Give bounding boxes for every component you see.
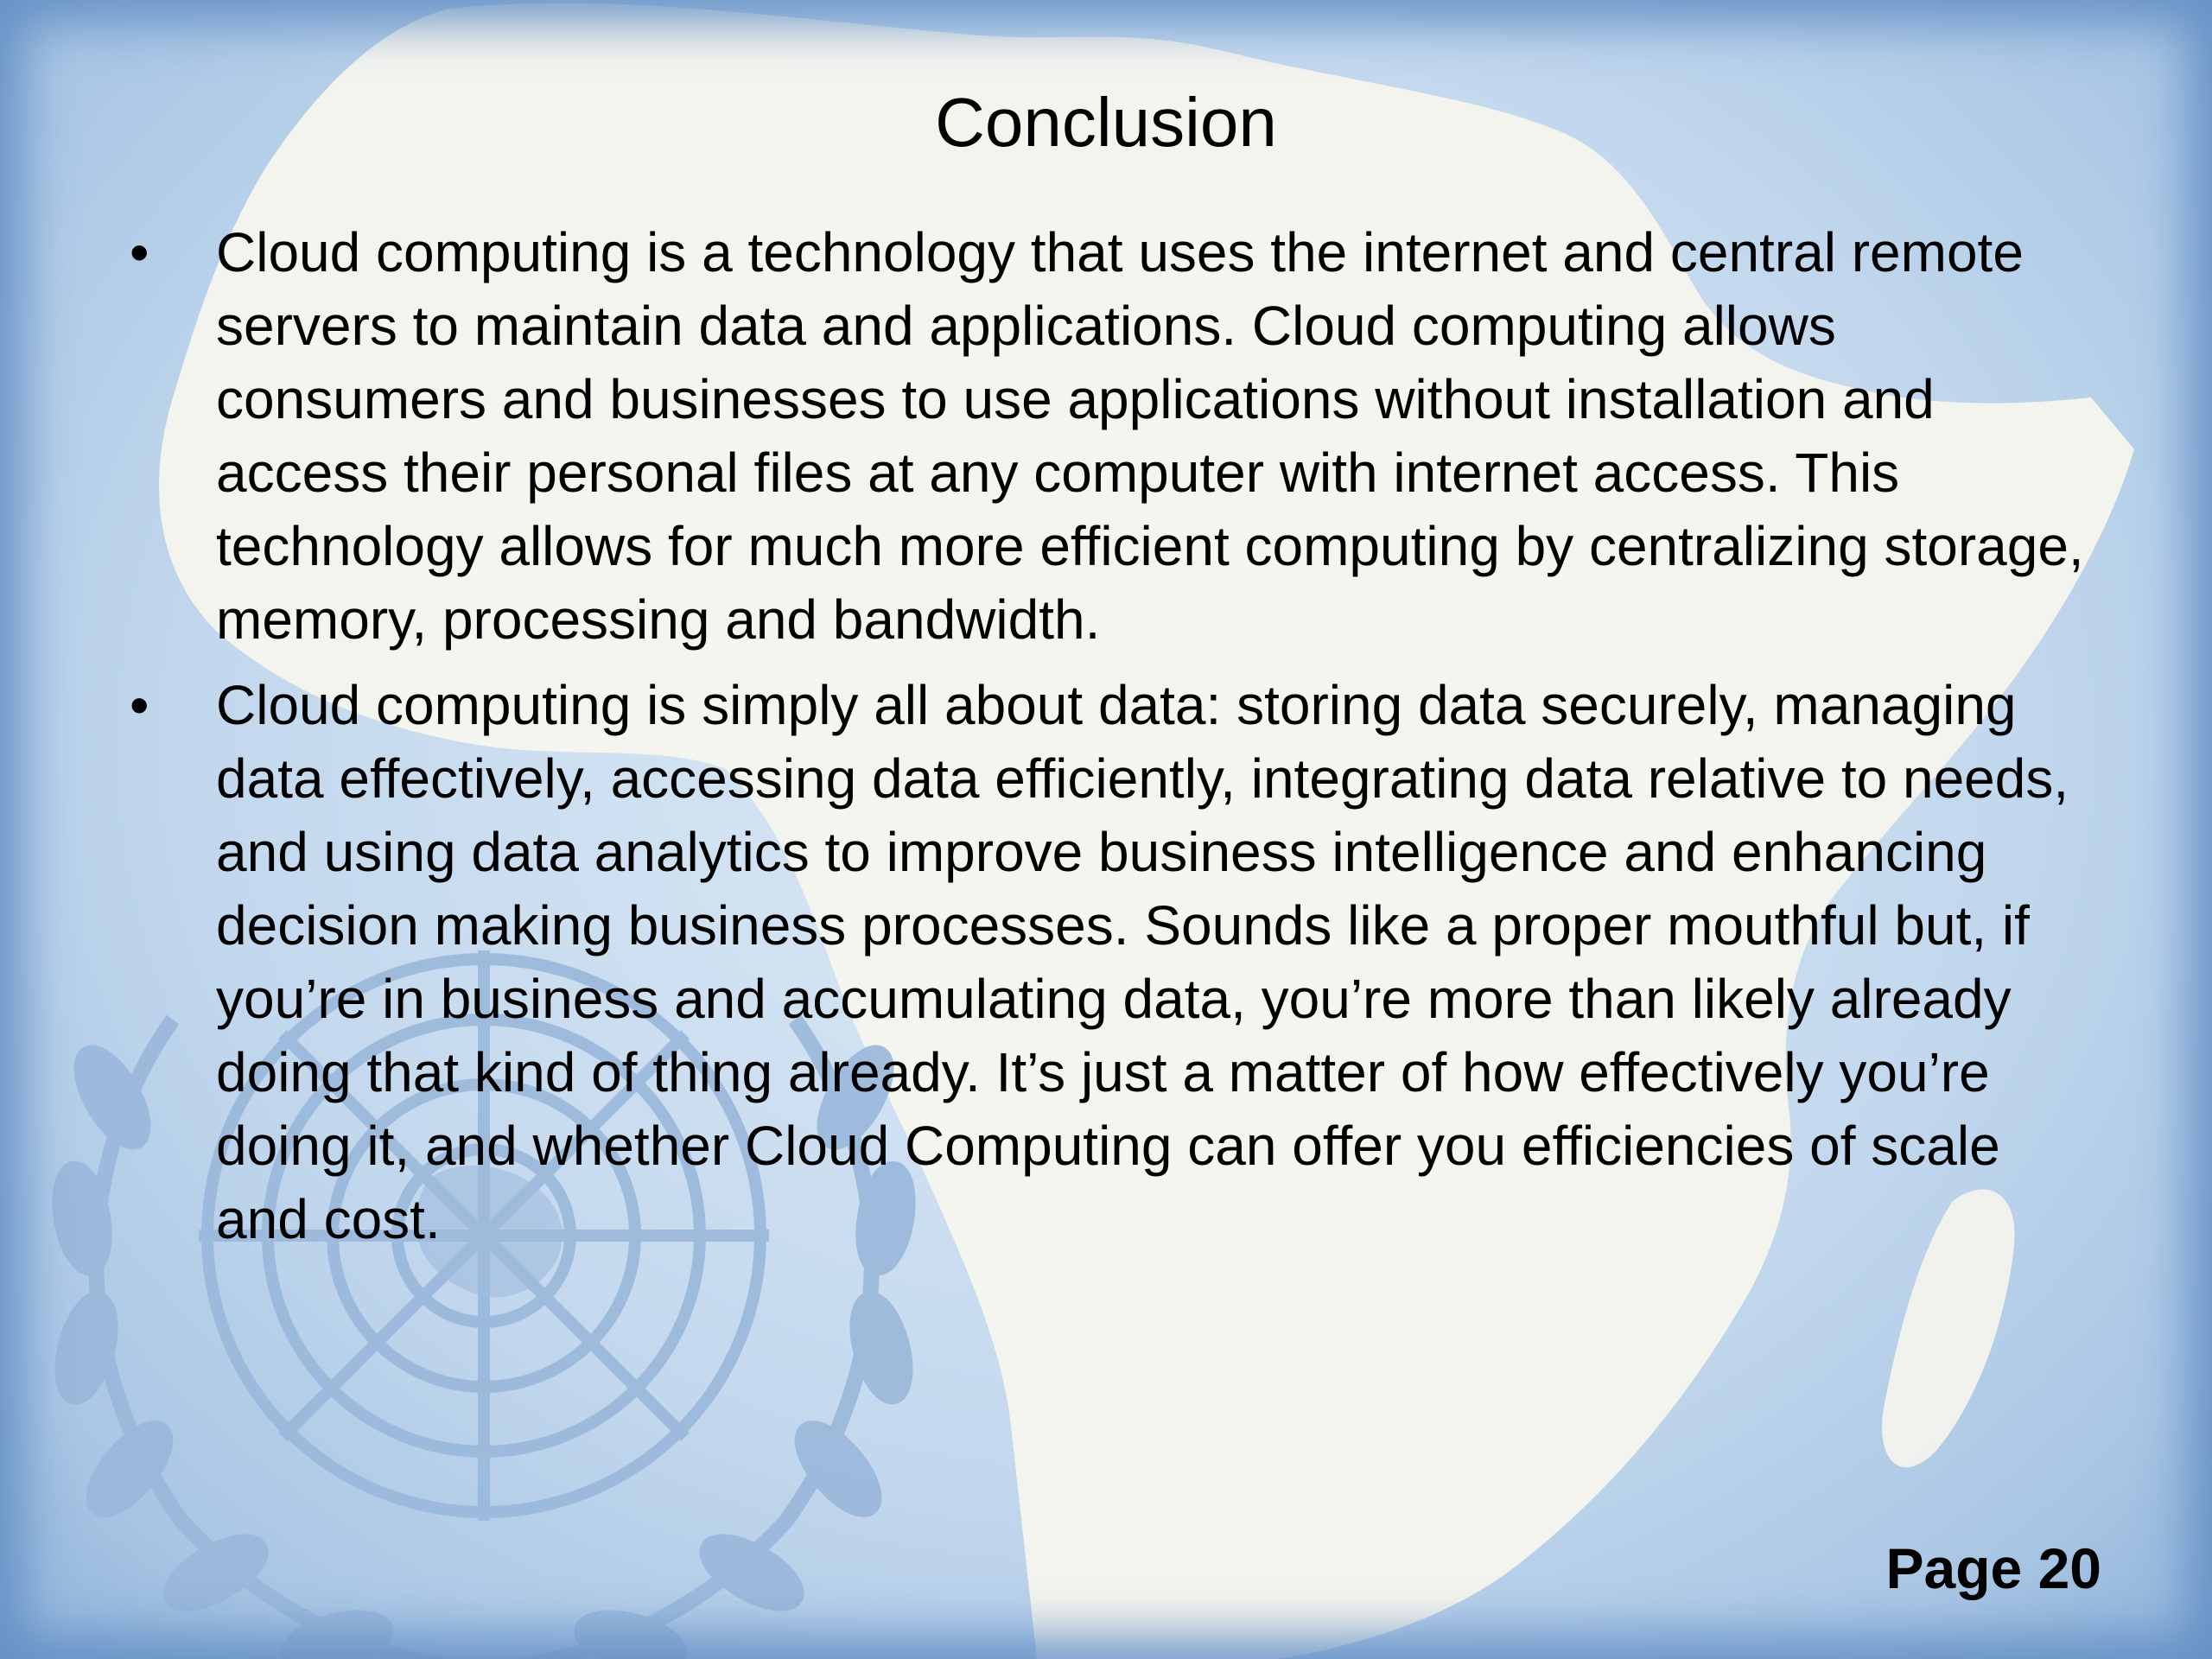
slide-title: Conclusion: [935, 84, 1277, 161]
bullet-list: [130, 216, 2100, 1268]
bullet-text: Cloud computing is simply all about data: storing data securely, managing data effectively, accessing data efficiently, integrating data relative to needs, and using data analytics to improve business intelligence and enhancing decision making business processes. Sounds like a proper mouthful but, if you’re in business and accumulating data, you’re more than likely already doing that kind of thing already. It’s just a matter of how effectively you’re doing it, and whether Cloud Computing can offer you efficiencies of scale and cost.: [216, 674, 2069, 1250]
bullet-marker: •: [130, 221, 149, 283]
bullet-marker: •: [130, 674, 149, 736]
page-number: Page 20: [1885, 1536, 2101, 1600]
bullet-text: Cloud computing is a technology that uses the internet and central remote servers to maintain data and applications. Cloud computing allows consumers and businesses to use applications without installation and access their personal files at any computer with internet access. This technology allows for much more efficient computing by centralizing storage, memory, processing and bandwidth.: [216, 221, 2084, 651]
bullet-item: [130, 669, 2100, 1256]
bullet-item: [130, 216, 2100, 657]
